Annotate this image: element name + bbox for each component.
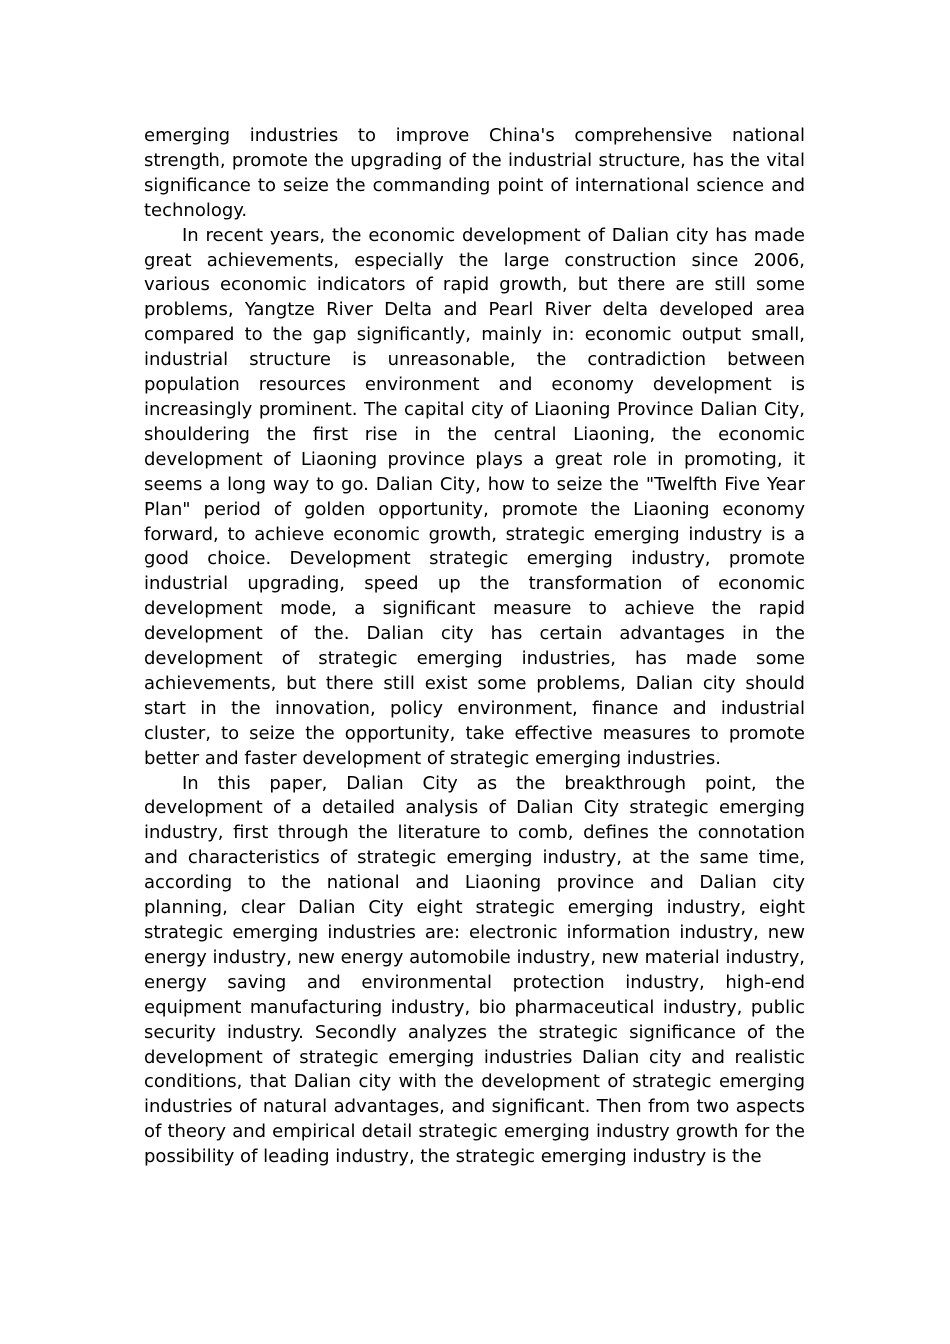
paragraph-dalian-development: In recent years, the economic development of Dalian city has made great achievements, especially the large construction since 2006, various economic indicators of rapid growth, but there are still some problems, Yangtze River Delta and Pearl River delta developed area compared to the gap significantly, mainly in: economic output small, industrial structure is unreasonable, the contradiction between population resources environment and economy development is increasingly prominent. The capital city of Liaoning Province Dalian City, shouldering the first rise in the central Liaoning, the economic development of Liaoning province plays a great role in promoting, it seems a long way to go. Dalian City, how to seize the "Twelfth Five Year Plan" period of golden opportunity, promote the Liaoning economy forward, to achieve economic growth, strategic emerging industry is a good choice. Development strategic emerging industry, promote industrial upgrading, speed up the transformation of economic development mode, a significant measure to achieve the rapid development of the. Dalian city has certain advantages in the development of strategic emerging industries, has made some achievements, but there still exist some problems, Dalian city should start in the innovation, policy environment, finance and industrial cluster, to seize the opportunity, take effective measures to promote better and faster development of strategic emerging industries. bbox=[144, 224, 805, 769]
paragraph-paper-overview: In this paper, Dalian City as the breakthrough point, the development of a detailed analysis of Dalian City strategic emerging industry, first through the literature to comb, defines the connotation and characteristics of strategic emerging industry, at the same time, according to the national and Liaoning province and Dalian city planning, clear Dalian City eight strategic emerging industry, eight strategic emerging industries are: electronic information industry, new energy industry, new energy automobile industry, new material industry, energy saving and environmental protection industry, high-end equipment manufacturing industry, bio pharmaceutical industry, public security industry. Secondly analyzes the strategic significance of the development of strategic emerging industries Dalian city and realistic conditions, that Dalian city with the development of strategic emerging industries of natural advantages, and significant. Then from two aspects of theory and empirical detail strategic emerging industry growth for the possibility of leading industry, the strategic emerging industry is the bbox=[144, 772, 805, 1168]
paragraph-continuation: emerging industries to improve China's comprehensive national strength, promote the upgrading of the industrial structure, has the vital significance to seize the commanding point of international science and technology. bbox=[144, 125, 805, 221]
document-page bbox=[144, 124, 805, 1170]
